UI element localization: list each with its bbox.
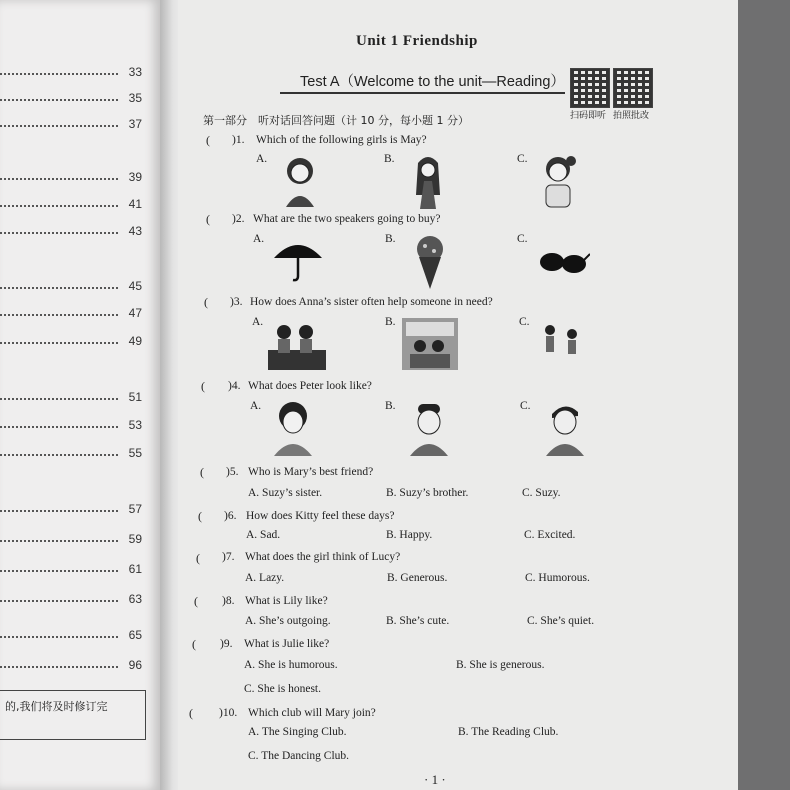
toc-page-number: 59	[128, 532, 142, 546]
question-number: )10.	[219, 707, 238, 719]
option-a: A. She is humorous.	[244, 659, 338, 671]
toc-page-number: 49	[128, 334, 142, 348]
answer-bracket: (	[192, 637, 196, 651]
notice-text: 的,我们将及时修订完	[5, 700, 108, 713]
sunglasses-icon	[538, 248, 590, 276]
toc-page-number: 35	[128, 91, 142, 105]
option-b: B. Suzy’s brother.	[386, 487, 469, 499]
toc-page-number: 47	[128, 306, 142, 320]
boy-short-hair-icon	[406, 400, 452, 456]
question-text: How does Anna’s sister often help someone in need?	[250, 296, 493, 308]
option-c: C.	[517, 153, 528, 165]
answer-bracket: (	[206, 133, 210, 147]
notice-box	[0, 690, 146, 740]
option-c: C. Excited.	[524, 529, 576, 541]
option-a: A.	[253, 233, 265, 245]
toc-row	[0, 91, 150, 105]
toc-page-number: 33	[128, 65, 142, 79]
toc-row	[0, 532, 150, 546]
option-b: B.	[385, 400, 396, 412]
two-people-talking-icon	[538, 322, 588, 364]
toc-row	[0, 658, 150, 672]
toc-page-number: 55	[128, 446, 142, 460]
option-c: C. The Dancing Club.	[248, 750, 350, 762]
option-a: A. She’s outgoing.	[245, 615, 331, 627]
option-a: A.	[256, 153, 268, 165]
option-b: B. She is generous.	[456, 659, 545, 671]
option-c: C. She’s quiet.	[527, 615, 595, 627]
boy-side-part-hair-icon	[542, 400, 588, 456]
question-number: )2.	[232, 213, 245, 225]
bus-seat-scene-icon	[402, 318, 458, 370]
toc-row	[0, 562, 150, 576]
option-b: B.	[384, 153, 395, 165]
question-text: What is Julie like?	[244, 638, 330, 650]
answer-bracket: (	[201, 379, 205, 393]
question-number: )1.	[232, 134, 245, 146]
question-number: )5.	[226, 466, 239, 478]
question-text: Which of the following girls is May?	[256, 134, 427, 146]
left-page	[0, 0, 160, 790]
question-text: Which club will Mary join?	[248, 707, 376, 719]
toc-row	[0, 306, 150, 320]
question-text: Who is Mary’s best friend?	[248, 466, 374, 478]
option-a: A.	[252, 316, 264, 328]
question-text: How does Kitty feel these days?	[246, 510, 395, 522]
page-number: · 1 ·	[424, 772, 446, 787]
unit-title: Unit 1 Friendship	[356, 33, 478, 49]
question-number: )6.	[224, 510, 237, 522]
question-number: )9.	[220, 638, 233, 650]
toc-row	[0, 502, 150, 516]
question-number: )3.	[230, 296, 243, 308]
question-text: What does the girl think of Lucy?	[245, 551, 401, 563]
question-text: What are the two speakers going to buy?	[253, 213, 441, 225]
toc-row	[0, 418, 150, 432]
option-b: B.	[385, 316, 396, 328]
option-b: B. Happy.	[386, 529, 433, 541]
toc-row	[0, 224, 150, 238]
answer-bracket: (	[200, 465, 204, 479]
helping-people-scene-icon	[268, 322, 326, 370]
toc-page-number: 96	[128, 658, 142, 672]
toc-row	[0, 197, 150, 211]
girl-short-hair-icon	[280, 155, 320, 207]
answer-bracket: (	[196, 551, 200, 565]
toc-page-number: 65	[128, 628, 142, 642]
toc-page-number: 53	[128, 418, 142, 432]
toc-row	[0, 65, 150, 79]
toc-row	[0, 170, 150, 184]
answer-bracket: (	[198, 509, 202, 523]
question-text: What does Peter look like?	[248, 380, 372, 392]
option-a: A. Sad.	[246, 529, 281, 541]
question-number: )7.	[222, 551, 235, 563]
option-c: C.	[517, 233, 528, 245]
option-b: B.	[385, 233, 396, 245]
ice-cream-icon	[412, 235, 448, 289]
option-b: B. She’s cute.	[386, 615, 450, 627]
answer-bracket: (	[189, 706, 193, 720]
toc-row	[0, 334, 150, 348]
option-c: C. Suzy.	[522, 487, 561, 499]
girl-long-hair-icon	[408, 155, 448, 209]
toc-page-number: 63	[128, 592, 142, 606]
answer-bracket: (	[204, 295, 208, 309]
toc-page-number: 57	[128, 502, 142, 516]
option-b: B. The Reading Club.	[458, 726, 559, 738]
title-underline	[280, 92, 565, 94]
option-c: C.	[520, 400, 531, 412]
question-number: )4.	[228, 380, 241, 392]
option-c: C.	[519, 316, 530, 328]
toc-row	[0, 628, 150, 642]
toc-page-number: 61	[128, 562, 142, 576]
question-number: )8.	[222, 595, 235, 607]
option-a: A.	[250, 400, 262, 412]
toc-page-number: 45	[128, 279, 142, 293]
toc-row	[0, 117, 150, 131]
toc-page-number: 37	[128, 117, 142, 131]
toc-page-number: 41	[128, 197, 142, 211]
toc-row	[0, 279, 150, 293]
toc-row	[0, 390, 150, 404]
section-title: 第一部分 听对话回答问题（计 10 分，每小题 1 分）	[203, 114, 469, 127]
qr-code-correct[interactable]	[613, 68, 653, 108]
answer-bracket: (	[206, 212, 210, 226]
background-edge	[738, 0, 790, 790]
option-a: A. Suzy’s sister.	[248, 487, 323, 499]
girl-ponytail-icon	[538, 153, 578, 209]
toc-row	[0, 446, 150, 460]
option-b: B. Generous.	[387, 572, 448, 584]
option-c: C. She is honest.	[244, 683, 321, 695]
qr-code-listen[interactable]	[570, 68, 610, 108]
answer-bracket: (	[194, 594, 198, 608]
toc-page-number: 39	[128, 170, 142, 184]
question-text: What is Lily like?	[245, 595, 328, 607]
toc-row	[0, 592, 150, 606]
toc-page-number: 51	[128, 390, 142, 404]
qr-caption-correct: 拍照批改	[613, 111, 650, 121]
option-a: A. Lazy.	[245, 572, 285, 584]
qr-caption-listen: 扫码即听	[570, 111, 607, 121]
option-a: A. The Singing Club.	[248, 726, 347, 738]
boy-curly-hair-icon	[270, 398, 316, 456]
option-c: C. Humorous.	[525, 572, 590, 584]
toc-page-number: 43	[128, 224, 142, 238]
test-title: Test A（Welcome to the unit—Reading）	[300, 74, 565, 90]
umbrella-icon	[272, 238, 324, 282]
